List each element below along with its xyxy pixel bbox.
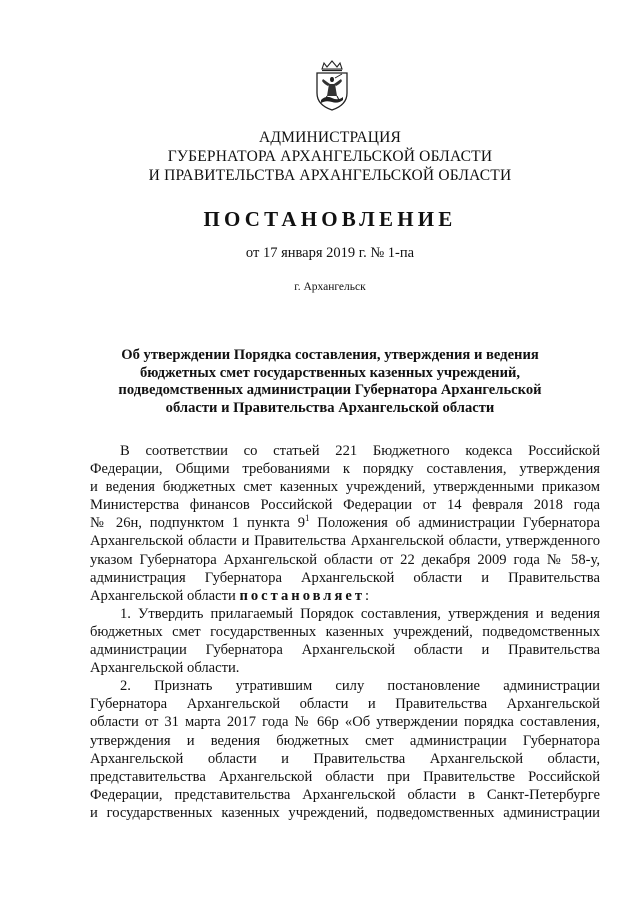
- issuer-line-1: АДМИНИСТРАЦИЯ: [258, 129, 402, 146]
- item-1-line: Архангельской области.: [90, 660, 240, 677]
- preamble-text: № 26н, подпунктом 1 пункта 9: [90, 515, 305, 532]
- preamble-line: Архангельской области и Правительства Архангельской области, утвержденного: [90, 533, 600, 550]
- item-2-line: 2. Признать утратившим силу постановление администрации: [120, 678, 600, 695]
- document-body: [90, 442, 600, 822]
- preamble-text: Положения об администрации Губернатора: [309, 515, 600, 532]
- preamble-text: :: [365, 587, 370, 604]
- issuer-line-3: И ПРАВИТЕЛЬСТВА АРХАНГЕЛЬСКОЙ ОБЛАСТИ: [148, 167, 512, 184]
- item-2-line: представительства Архангельской области при Правительстве Российской: [90, 768, 600, 785]
- item-2-line: и государственных казенных учреждений, подведомственных администрации: [90, 804, 600, 821]
- preamble-line: В соответствии со статьей 221 Бюджетного кодекса Российской: [120, 443, 600, 459]
- item-2-line: области от 31 марта 2017 года № 66р «Об утверждении порядка составления,: [90, 714, 600, 731]
- subject-line-3: подведомственных администрации Губернатора Архангельской: [118, 382, 542, 398]
- preamble-line: [90, 587, 600, 605]
- item-2-line: Архангельской области и Правительства Архангельской области,: [90, 750, 600, 767]
- item-2-line: Федерации, представительства Архангельской области в Санкт-Петербурге: [90, 786, 600, 803]
- preamble-line: администрация Губернатора Архангельской области и Правительства: [90, 569, 600, 586]
- document-date-number: от 17 января 2019 г. № 1-па: [245, 245, 415, 261]
- item-1-line: бюджетных смет государственных казенных учреждений, подведомственных: [90, 623, 600, 640]
- item-1-line: администрации Губернатора Архангельской области и Правительства: [90, 642, 600, 659]
- arkhangelsk-coat-of-arms-icon: [314, 60, 350, 112]
- document-city: г. Архангельск: [294, 281, 366, 293]
- document-subject: [100, 347, 560, 417]
- subject-line-4: области и Правительства Архангельской области: [165, 399, 495, 416]
- preamble-line: [90, 514, 600, 532]
- item-1-line: 1. Утвердить прилагаемый Порядок составления, утверждения и ведения: [120, 605, 600, 622]
- item-2-line: Губернатора Архангельской области и Правительства Архангельской: [90, 696, 600, 713]
- preamble-text: Архангельской области: [90, 587, 240, 604]
- item-2-line: утверждения и ведения бюджетных смет администрации Губернатора: [90, 732, 600, 749]
- issuer-header: [100, 128, 560, 185]
- subject-line-1: Об утверждении Порядка составления, утверждения и ведения: [121, 347, 539, 363]
- decree-word: постановляет: [239, 587, 366, 604]
- issuer-line-2: ГУБЕРНАТОРА АРХАНГЕЛЬСКОЙ ОБЛАСТИ: [167, 148, 493, 165]
- preamble-line: Министерства финансов Российской Федерации от 14 февраля 2018 года: [90, 497, 600, 514]
- preamble-line: Федерации, Общими требованиями к порядку составления, утверждения: [90, 461, 600, 478]
- subject-line-2: бюджетных смет государственных казенных учреждений,: [139, 364, 521, 381]
- superscript: 1: [305, 514, 310, 524]
- preamble-line: и ведения бюджетных смет казенных учреждений, утвержденными приказом: [90, 479, 600, 496]
- preamble-line: указом Губернатора Архангельской области от 22 декабря 2009 года № 58-у,: [90, 551, 600, 568]
- document-title: ПОСТАНОВЛЕНИЕ: [203, 207, 457, 231]
